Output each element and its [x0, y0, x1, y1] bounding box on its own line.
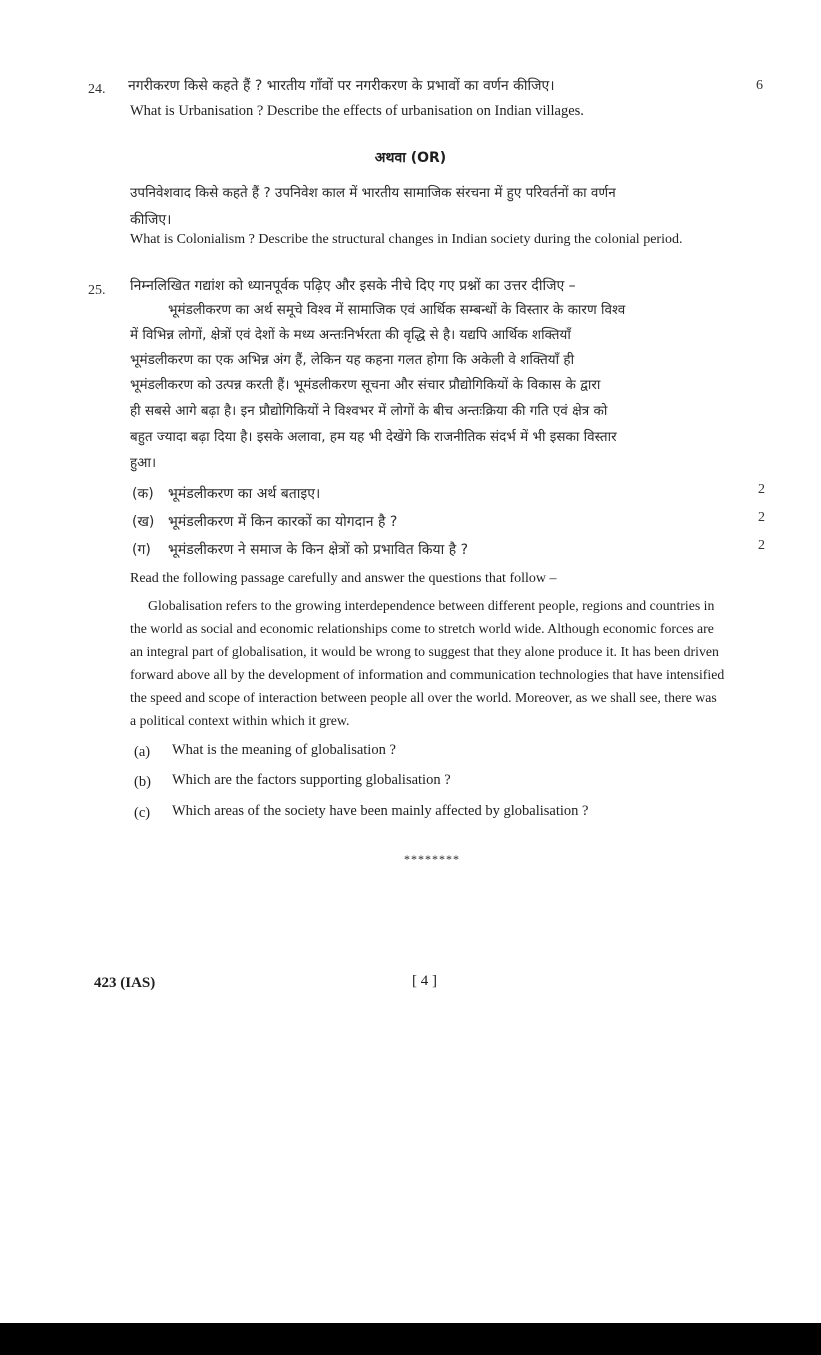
subquestion-label: (a) [134, 744, 151, 760]
subquestion-marks: 2 [758, 482, 765, 497]
passage-hindi-line: भूमंडलीकरण को उत्पन्न करती हैं। भूमंडलीकरण सूचना और संचार प्रौद्योगिकियों के विकास के द्वारा [130, 377, 601, 393]
question-number-24: 24. [88, 82, 106, 97]
passage-english-line: an integral part of globalisation, it would be wrong to suggest that they alone produce it. It has been driven [130, 644, 719, 659]
page-number: [ 4 ] [412, 973, 437, 989]
subquestion-label: (क) [132, 486, 154, 502]
question-24-hindi: नगरीकरण किसे कहते हैं ? भारतीय गाँवों पर नगरीकरण के प्रभावों का वर्णन कीजिए। [128, 78, 555, 94]
passage-english-line: the speed and scope of interaction between people all over the world. Moreover, as we shall see, there was [130, 690, 717, 705]
question-24-alt-hindi-line1: उपनिवेशवाद किसे कहते हैं ? उपनिवेश काल में भारतीय सामाजिक संरचना में हुए परिवर्तनों का वर्णन [130, 185, 616, 201]
or-separator: अथवा (OR) [374, 150, 447, 166]
subquestion-text: What is the meaning of globalisation ? [172, 742, 396, 758]
subquestion-text: Which are the factors supporting globalisation ? [172, 772, 451, 788]
subquestion-label: (b) [134, 774, 151, 790]
question-25-instruction-english: Read the following passage carefully and answer the questions that follow – [130, 571, 557, 586]
passage-hindi-line: बहुत ज्यादा बढ़ा दिया है। इसके अलावा, हम यह भी देखेंगे कि राजनीतिक संदर्भ में भी इसका विस्तार [130, 429, 617, 445]
passage-hindi-line: ही सबसे आगे बढ़ा है। इन प्रौद्योगिकियों ने विश्वभर में लोगों के बीच अन्तःक्रिया की गति एवं क्षेत्र को [130, 403, 608, 419]
subquestion-text: भूमंडलीकरण ने समाज के किन क्षेत्रों को प्रभावित किया है ? [168, 542, 469, 558]
passage-english-line: a political context within which it grew. [130, 713, 350, 728]
subquestion-marks: 2 [758, 538, 765, 553]
paper-code: 423 (IAS) [94, 975, 156, 991]
passage-english-line: forward above all by the development of information and communication technologies that have intensified [130, 667, 725, 682]
scan-edge-bar [0, 1323, 821, 1355]
subquestion-label: (ग) [132, 542, 151, 558]
question-24-english: What is Urbanisation ? Describe the effects of urbanisation on Indian villages. [130, 103, 584, 119]
passage-hindi-line: में विभिन्न लोगों, क्षेत्रों एवं देशों के मध्य अन्तःनिर्भरता की वृद्धि से है। यद्यपि आर्थिक शक्तियाँ [130, 327, 571, 343]
passage-english-line: the world as social and economic relationships come to stretch world wide. Although economic forces are [130, 621, 714, 636]
end-marker: ******** [404, 852, 460, 866]
subquestion-text: Which areas of the society have been mainly affected by globalisation ? [172, 803, 589, 819]
question-number-25: 25. [88, 283, 106, 298]
subquestion-text: भूमंडलीकरण में किन कारकों का योगदान है ? [168, 514, 398, 530]
passage-hindi-line: भूमंडलीकरण का एक अभिन्न अंग हैं, लेकिन यह कहना गलत होगा कि अकेली वे शक्तियाँ ही [130, 352, 575, 368]
passage-english-line: Globalisation refers to the growing interdependence between different people, regions and countries in [148, 598, 715, 613]
question-24-marks: 6 [756, 78, 763, 93]
passage-hindi-line: हुआ। [130, 455, 157, 471]
subquestion-text: भूमंडलीकरण का अर्थ बताइए। [168, 486, 321, 502]
subquestion-label: (ख) [132, 514, 155, 530]
subquestion-label: (c) [134, 805, 151, 821]
question-25-instruction-hindi: निम्नलिखित गद्यांश को ध्यानपूर्वक पढ़िए और इसके नीचे दिए गए प्रश्नों का उत्तर दीजिए – [130, 278, 576, 294]
subquestion-marks: 2 [758, 510, 765, 525]
question-24-alt-hindi-line2: कीजिए। [130, 212, 172, 228]
question-24-alt-english: What is Colonialism ? Describe the structural changes in Indian society during the colonial period. [130, 232, 683, 247]
passage-hindi-line: भूमंडलीकरण का अर्थ समूचे विश्व में सामाजिक एवं आर्थिक सम्बन्धों के विस्तार के कारण विश्व [168, 302, 626, 318]
